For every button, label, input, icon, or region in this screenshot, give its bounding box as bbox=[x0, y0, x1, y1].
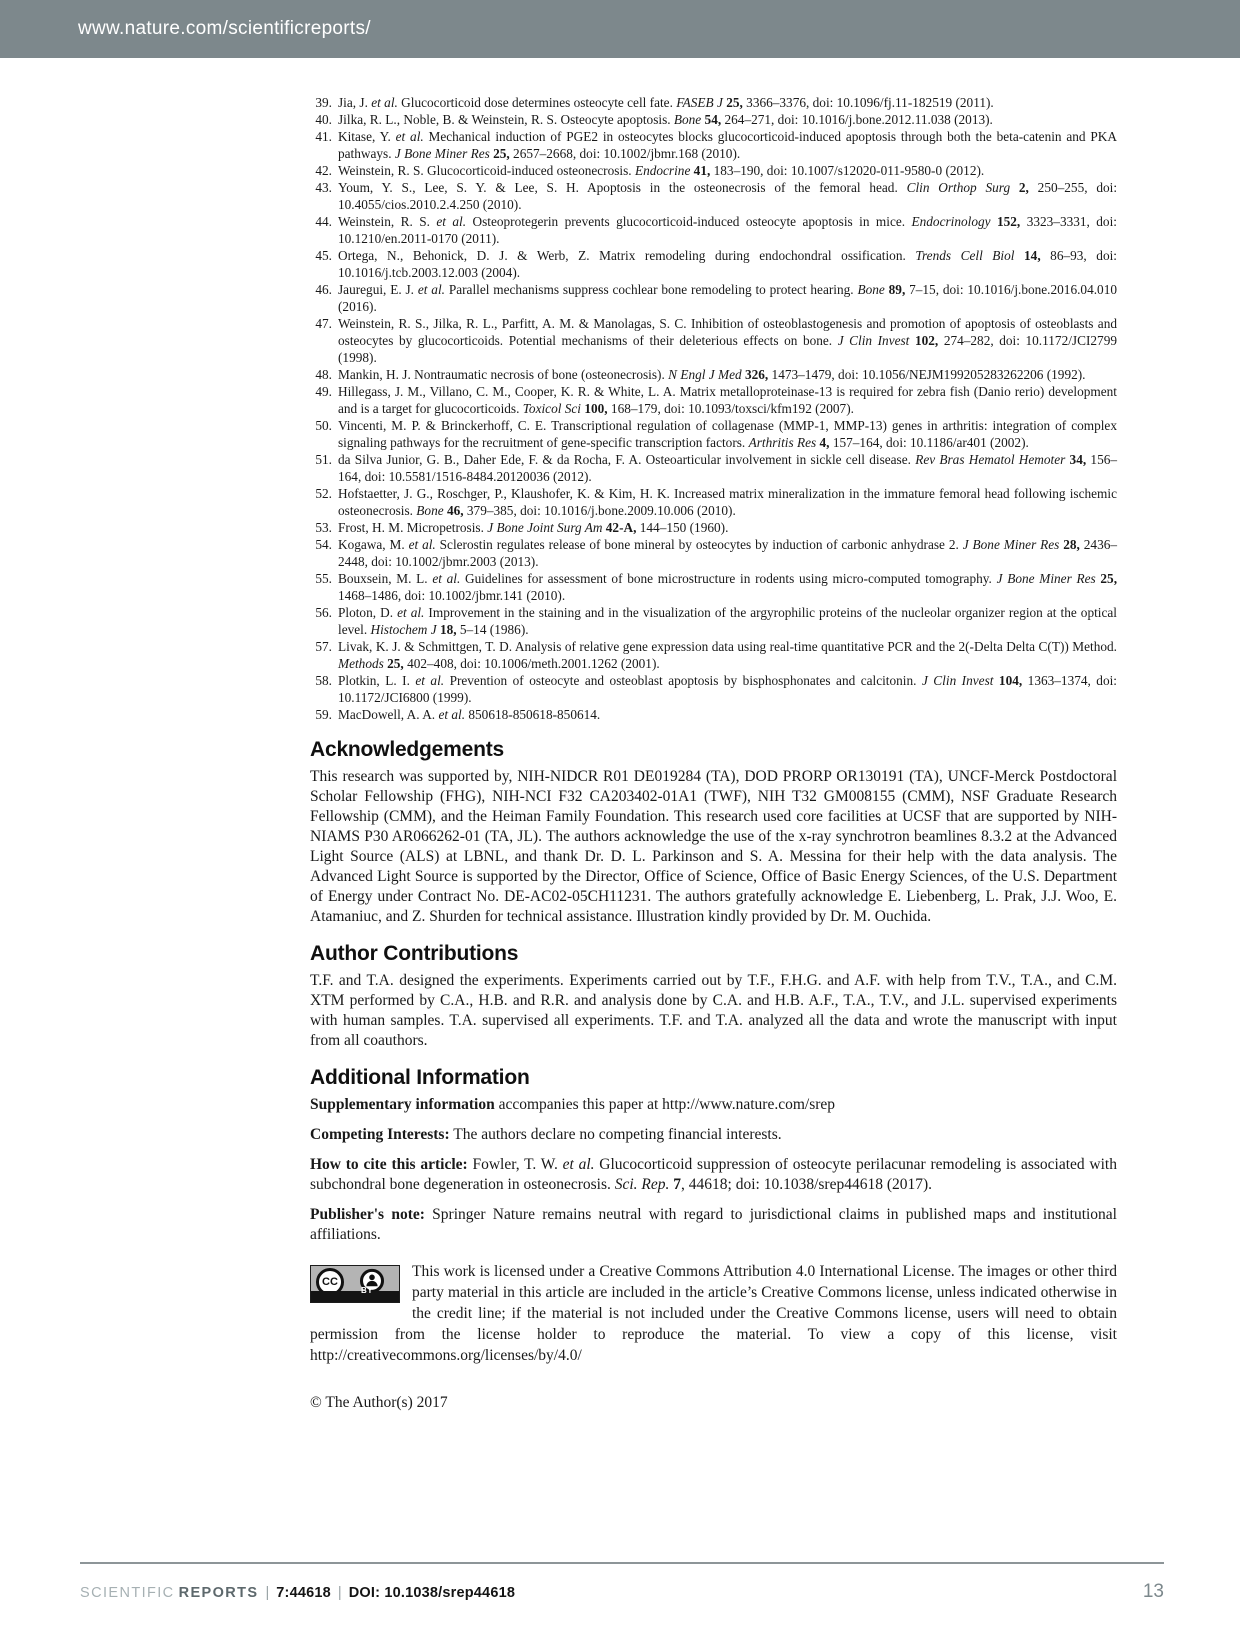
reference-text: Kitase, Y. et al. Mechanical induction of PGE2 in osteocytes blocks glucocorticoid-induced apoptosis through both the beta-catenin and PKA pathways. J Bone Miner Res 25, 2657–2668, doi: 10.1002/jbmr.168 (2010). bbox=[338, 129, 1117, 161]
reference-text: Bouxsein, M. L. et al. Guidelines for assessment of bone microstructure in rodents using micro-computed tomography. J Bone Miner Res 25, 1468–1486, doi: 10.1002/jbmr.141 (2010). bbox=[338, 571, 1118, 603]
reference-item bbox=[310, 519, 1117, 536]
main-column bbox=[310, 94, 1117, 1428]
reference-item bbox=[310, 604, 1117, 638]
reference-number: 51. bbox=[315, 452, 332, 467]
reference-item bbox=[310, 213, 1117, 247]
reference-item bbox=[310, 451, 1117, 485]
reference-number: 55. bbox=[315, 571, 332, 586]
reference-number: 44. bbox=[315, 214, 332, 229]
author-contributions-text: T.F. and T.A. designed the experiments. Experiments carried out by T.F., F.H.G. and A.F. with help from T.V., T.A., and C.M. XTM performed by C.A., H.B. and R.R. and analysis done by C.A. and H.B. A.F., T.A., T.V., and J.L. supervised experiments with human samples. T.A. supervised all experiments. T.F. and T.A. analyzed all the data and wrote the manuscript with input from all coauthors. bbox=[310, 972, 1117, 1049]
supplementary-information-note bbox=[310, 1095, 1117, 1115]
reference-number: 40. bbox=[315, 112, 332, 127]
reference-item bbox=[310, 94, 1117, 111]
reference-item bbox=[310, 247, 1117, 281]
journal-name-light: SCIENTIFIC bbox=[80, 1585, 175, 1601]
reference-text: Weinstein, R. S. Glucocorticoid-induced osteonecrosis. Endocrine 41, 183–190, doi: 10.1007/s12020-011-9580-0 (2012). bbox=[338, 163, 985, 178]
publishers-note-text: Springer Nature remains neutral with regard to jurisdictional claims in published maps and institutional affiliations. bbox=[310, 1206, 1117, 1243]
reference-text: Vincenti, M. P. & Brinckerhoff, C. E. Transcriptional regulation of collagenase (MMP-1, MMP-13) genes in arthritis: integration of complex signaling pathways for the recruitment of gene-specific transcription factors. Arthritis Res 4, 157–164, doi: 10.1186/ar401 (2002). bbox=[338, 418, 1117, 450]
reference-text: Ortega, N., Behonick, D. J. & Werb, Z. Matrix remodeling during endochondral ossification. Trends Cell Biol 14, 86–93, doi: 10.1016/j.tcb.2003.12.003 (2004). bbox=[338, 248, 1117, 280]
reference-item bbox=[310, 672, 1117, 706]
reference-number: 58. bbox=[315, 673, 332, 688]
reference-item bbox=[310, 570, 1117, 604]
reference-text: Mankin, H. J. Nontraumatic necrosis of bone (osteonecrosis). N Engl J Med 326, 1473–1479, doi: 10.1056/NEJM199205283262206 (1992). bbox=[338, 367, 1086, 382]
acknowledgements-heading: Acknowledgements bbox=[310, 738, 505, 761]
license-paragraph bbox=[310, 1261, 1117, 1366]
reference-item bbox=[310, 536, 1117, 570]
reference-number: 47. bbox=[315, 316, 332, 331]
reference-number: 56. bbox=[315, 605, 332, 620]
reference-text: Livak, K. J. & Schmittgen, T. D. Analysis of relative gene expression data using real-time quantitative PCR and the 2(-Delta Delta C(T)) Method. Methods 25, 402–408, doi: 10.1006/meth.2001.1262 (2001). bbox=[338, 639, 1117, 671]
footer-separator: | bbox=[337, 1585, 342, 1601]
reference-item bbox=[310, 706, 1117, 723]
reference-number: 43. bbox=[315, 180, 332, 195]
reference-text: Frost, H. M. Micropetrosis. J Bone Joint Surg Am 42-A, 144–150 (1960). bbox=[338, 520, 729, 535]
reference-number: 59. bbox=[315, 707, 332, 722]
header-bar bbox=[0, 0, 1240, 58]
reference-item bbox=[310, 417, 1117, 451]
reference-text: Jia, J. et al. Glucocorticoid dose determines osteocyte cell fate. FASEB J 25, 3366–3376, doi: 10.1096/fj.11-182519 (2011). bbox=[338, 95, 994, 110]
footer-separator: | bbox=[265, 1585, 270, 1601]
reference-item bbox=[310, 366, 1117, 383]
reference-text: Jilka, R. L., Noble, B. & Weinstein, R. S. Osteocyte apoptosis. Bone 54, 264–271, doi: 10.1016/j.bone.2012.11.038 (2013). bbox=[338, 112, 993, 127]
competing-interests-lead: Competing Interests: bbox=[310, 1126, 450, 1143]
reference-item bbox=[310, 383, 1117, 417]
competing-interests-text: The authors declare no competing financial interests. bbox=[449, 1126, 782, 1143]
reference-text: da Silva Junior, G. B., Daher Ede, F. & da Rocha, F. A. Osteoarticular involvement in sickle cell disease. Rev Bras Hematol Hemoter 34, 156–164, doi: 10.5581/1516-8484.20120036 (2012). bbox=[338, 452, 1118, 484]
reference-number: 48. bbox=[315, 367, 332, 382]
how-to-cite-text: Fowler, T. W. et al. Glucocorticoid suppression of osteocyte perilacunar remodeling is associated with subchondral bone degeneration in osteonecrosis. Sci. Rep. 7, 44618; doi: 10.1038/srep44618 (2017). bbox=[310, 1156, 1117, 1193]
header-url[interactable]: www.nature.com/scientificreports/ bbox=[78, 18, 371, 39]
reference-text: Kogawa, M. et al. Sclerostin regulates release of bone mineral by osteocytes by induction of carbonic anhydrase 2. J Bone Miner Res 28, 2436–2448, doi: 10.1002/jbmr.2003 (2013). bbox=[338, 537, 1118, 569]
reference-text: Hillegass, J. M., Villano, C. M., Cooper, K. R. & White, L. A. Matrix metalloproteinase-13 is required for zebra fish (Danio rerio) development and is a target for glucocorticoids. Toxicol Sci 100, 168–179, doi: 10.1093/toxsci/kfm192 (2007). bbox=[338, 384, 1117, 416]
reference-text: Plotkin, L. I. et al. Prevention of osteocyte and osteoblast apoptosis by bisphosphonates and calcitonin. J Clin Invest 104, 1363–1374, doi: 10.1172/JCI6800 (1999). bbox=[338, 673, 1117, 705]
cc-badge-strip bbox=[311, 1291, 399, 1302]
reference-item bbox=[310, 315, 1117, 366]
footer-issue: 7:44618 bbox=[276, 1585, 331, 1601]
reference-text: Weinstein, R. S., Jilka, R. L., Parfitt, A. M. & Manolagas, S. C. Inhibition of osteoblastogenesis and promotion of apoptosis of osteoblasts and osteocytes by glucocorticoids. Potential mechanisms of their deleterious effects on bone. J Clin Invest 102, 274–282, doi: 10.1172/JCI2799 (1998). bbox=[338, 316, 1117, 365]
reference-text: Jauregui, E. J. et al. Parallel mechanisms suppress cochlear bone remodeling to protect hearing. Bone 89, 7–15, doi: 10.1016/j.bone.2016.04.010 (2016). bbox=[338, 282, 1117, 314]
publishers-note bbox=[310, 1205, 1117, 1245]
reference-number: 50. bbox=[315, 418, 332, 433]
reference-item bbox=[310, 485, 1117, 519]
cc-by-label: BY bbox=[361, 1286, 374, 1295]
reference-item bbox=[310, 281, 1117, 315]
reference-item bbox=[310, 162, 1117, 179]
reference-list bbox=[310, 94, 1117, 723]
reference-number: 39. bbox=[315, 95, 332, 110]
author-contributions-heading: Author Contributions bbox=[310, 942, 519, 965]
reference-number: 41. bbox=[315, 129, 332, 144]
how-to-cite-lead: How to cite this article: bbox=[310, 1156, 468, 1173]
reference-item bbox=[310, 638, 1117, 672]
reference-number: 45. bbox=[315, 248, 332, 263]
reference-number: 53. bbox=[315, 520, 332, 535]
page-number: 13 bbox=[1142, 1581, 1164, 1602]
how-to-cite-note bbox=[310, 1155, 1117, 1195]
reference-item bbox=[310, 111, 1117, 128]
page-footer bbox=[80, 1562, 1164, 1603]
reference-text: Hofstaetter, J. G., Roschger, P., Klaushofer, K. & Kim, H. K. Increased matrix mineralization in the immature femoral head following ischemic osteonecrosis. Bone 46, 379–385, doi: 10.1016/j.bone.2009.10.006 (2010). bbox=[338, 486, 1117, 518]
reference-item bbox=[310, 179, 1117, 213]
cc-logo-icon: CC bbox=[316, 1268, 344, 1296]
reference-text: Weinstein, R. S. et al. Osteoprotegerin prevents glucocorticoid-induced osteocyte apoptosis in mice. Endocrinology 152, 3323–3331, doi: 10.1210/en.2011-0170 (2011). bbox=[338, 214, 1117, 246]
additional-information-heading: Additional Information bbox=[310, 1066, 530, 1089]
competing-interests-note bbox=[310, 1125, 1117, 1145]
reference-text: Youm, Y. S., Lee, S. Y. & Lee, S. H. Apoptosis in the osteonecrosis of the femoral head. Clin Orthop Surg 2, 250–255, doi: 10.4055/cios.2010.2.4.250 (2010). bbox=[338, 180, 1118, 212]
journal-name-bold: REPORTS bbox=[178, 1585, 259, 1601]
reference-number: 57. bbox=[315, 639, 332, 654]
reference-number: 54. bbox=[315, 537, 332, 552]
copyright-line: © The Author(s) 2017 bbox=[310, 1394, 448, 1411]
footer-citation bbox=[80, 1585, 515, 1601]
footer-doi: DOI: 10.1038/srep44618 bbox=[348, 1585, 516, 1601]
reference-text: Ploton, D. et al. Improvement in the staining and in the visualization of the argyrophilic proteins of the nucleolar organizer region at the optical level. Histochem J 18, 5–14 (1986). bbox=[338, 605, 1117, 637]
cc-by-license-badge bbox=[310, 1265, 400, 1303]
acknowledgements-text: This research was supported by, NIH-NIDCR R01 DE019284 (TA), DOD PRORP OR130191 (TA), UNCF-Merck Postdoctoral Scholar Fellowship (FHG), NIH-NCI F32 CA203402-01A1 (TWF), NIH T32 GM008155 (CMM), NSF Graduate Research Fellowship (CMM), and the Heiman Family Foundation. This research used core facilities at UCSF that are supported by NIH-NIAMS P30 AR066262-01 (TA, JL). The authors acknowledge the use of the x-ray synchrotron beamlines 8.3.2 at the Advanced Light Source (ALS) at LBNL, and thank Dr. D. L. Parkinson and S. A. Messina for their help with the data analysis. The Advanced Light Source is supported by the Director, Office of Science, Office of Basic Energy Sciences, of the U.S. Department of Energy under Contract No. DE-AC02-05CH11231. The authors gratefully acknowledge E. Liebenberg, L. Prak, J.J. Woo, E. Atamaniuc, and Z. Shurden for technical assistance. Illustration kindly provided by Dr. M. Ouchida. bbox=[310, 768, 1117, 925]
reference-number: 46. bbox=[315, 282, 332, 297]
license-text: This work is licensed under a Creative Commons Attribution 4.0 International License. The images or other third party material in this article are included in the article’s Creative Commons license, unless indicated otherwise in the credit line; if the material is not included under the Creative Commons license, users will need to obtain permission from the license holder to reproduce the material. To view a copy of this license, visit http://creativecommons.org/licenses/by/4.0/ bbox=[310, 1263, 1117, 1364]
publishers-note-lead: Publisher's note: bbox=[310, 1206, 425, 1223]
reference-text: MacDowell, A. A. et al. 850618-850618-850614. bbox=[338, 707, 601, 722]
reference-item bbox=[310, 128, 1117, 162]
supplementary-information-text: accompanies this paper at http://www.nature.com/srep bbox=[494, 1096, 836, 1113]
reference-number: 42. bbox=[315, 163, 332, 178]
reference-number: 52. bbox=[315, 486, 332, 501]
supplementary-information-lead: Supplementary information bbox=[310, 1096, 495, 1113]
reference-number: 49. bbox=[315, 384, 332, 399]
